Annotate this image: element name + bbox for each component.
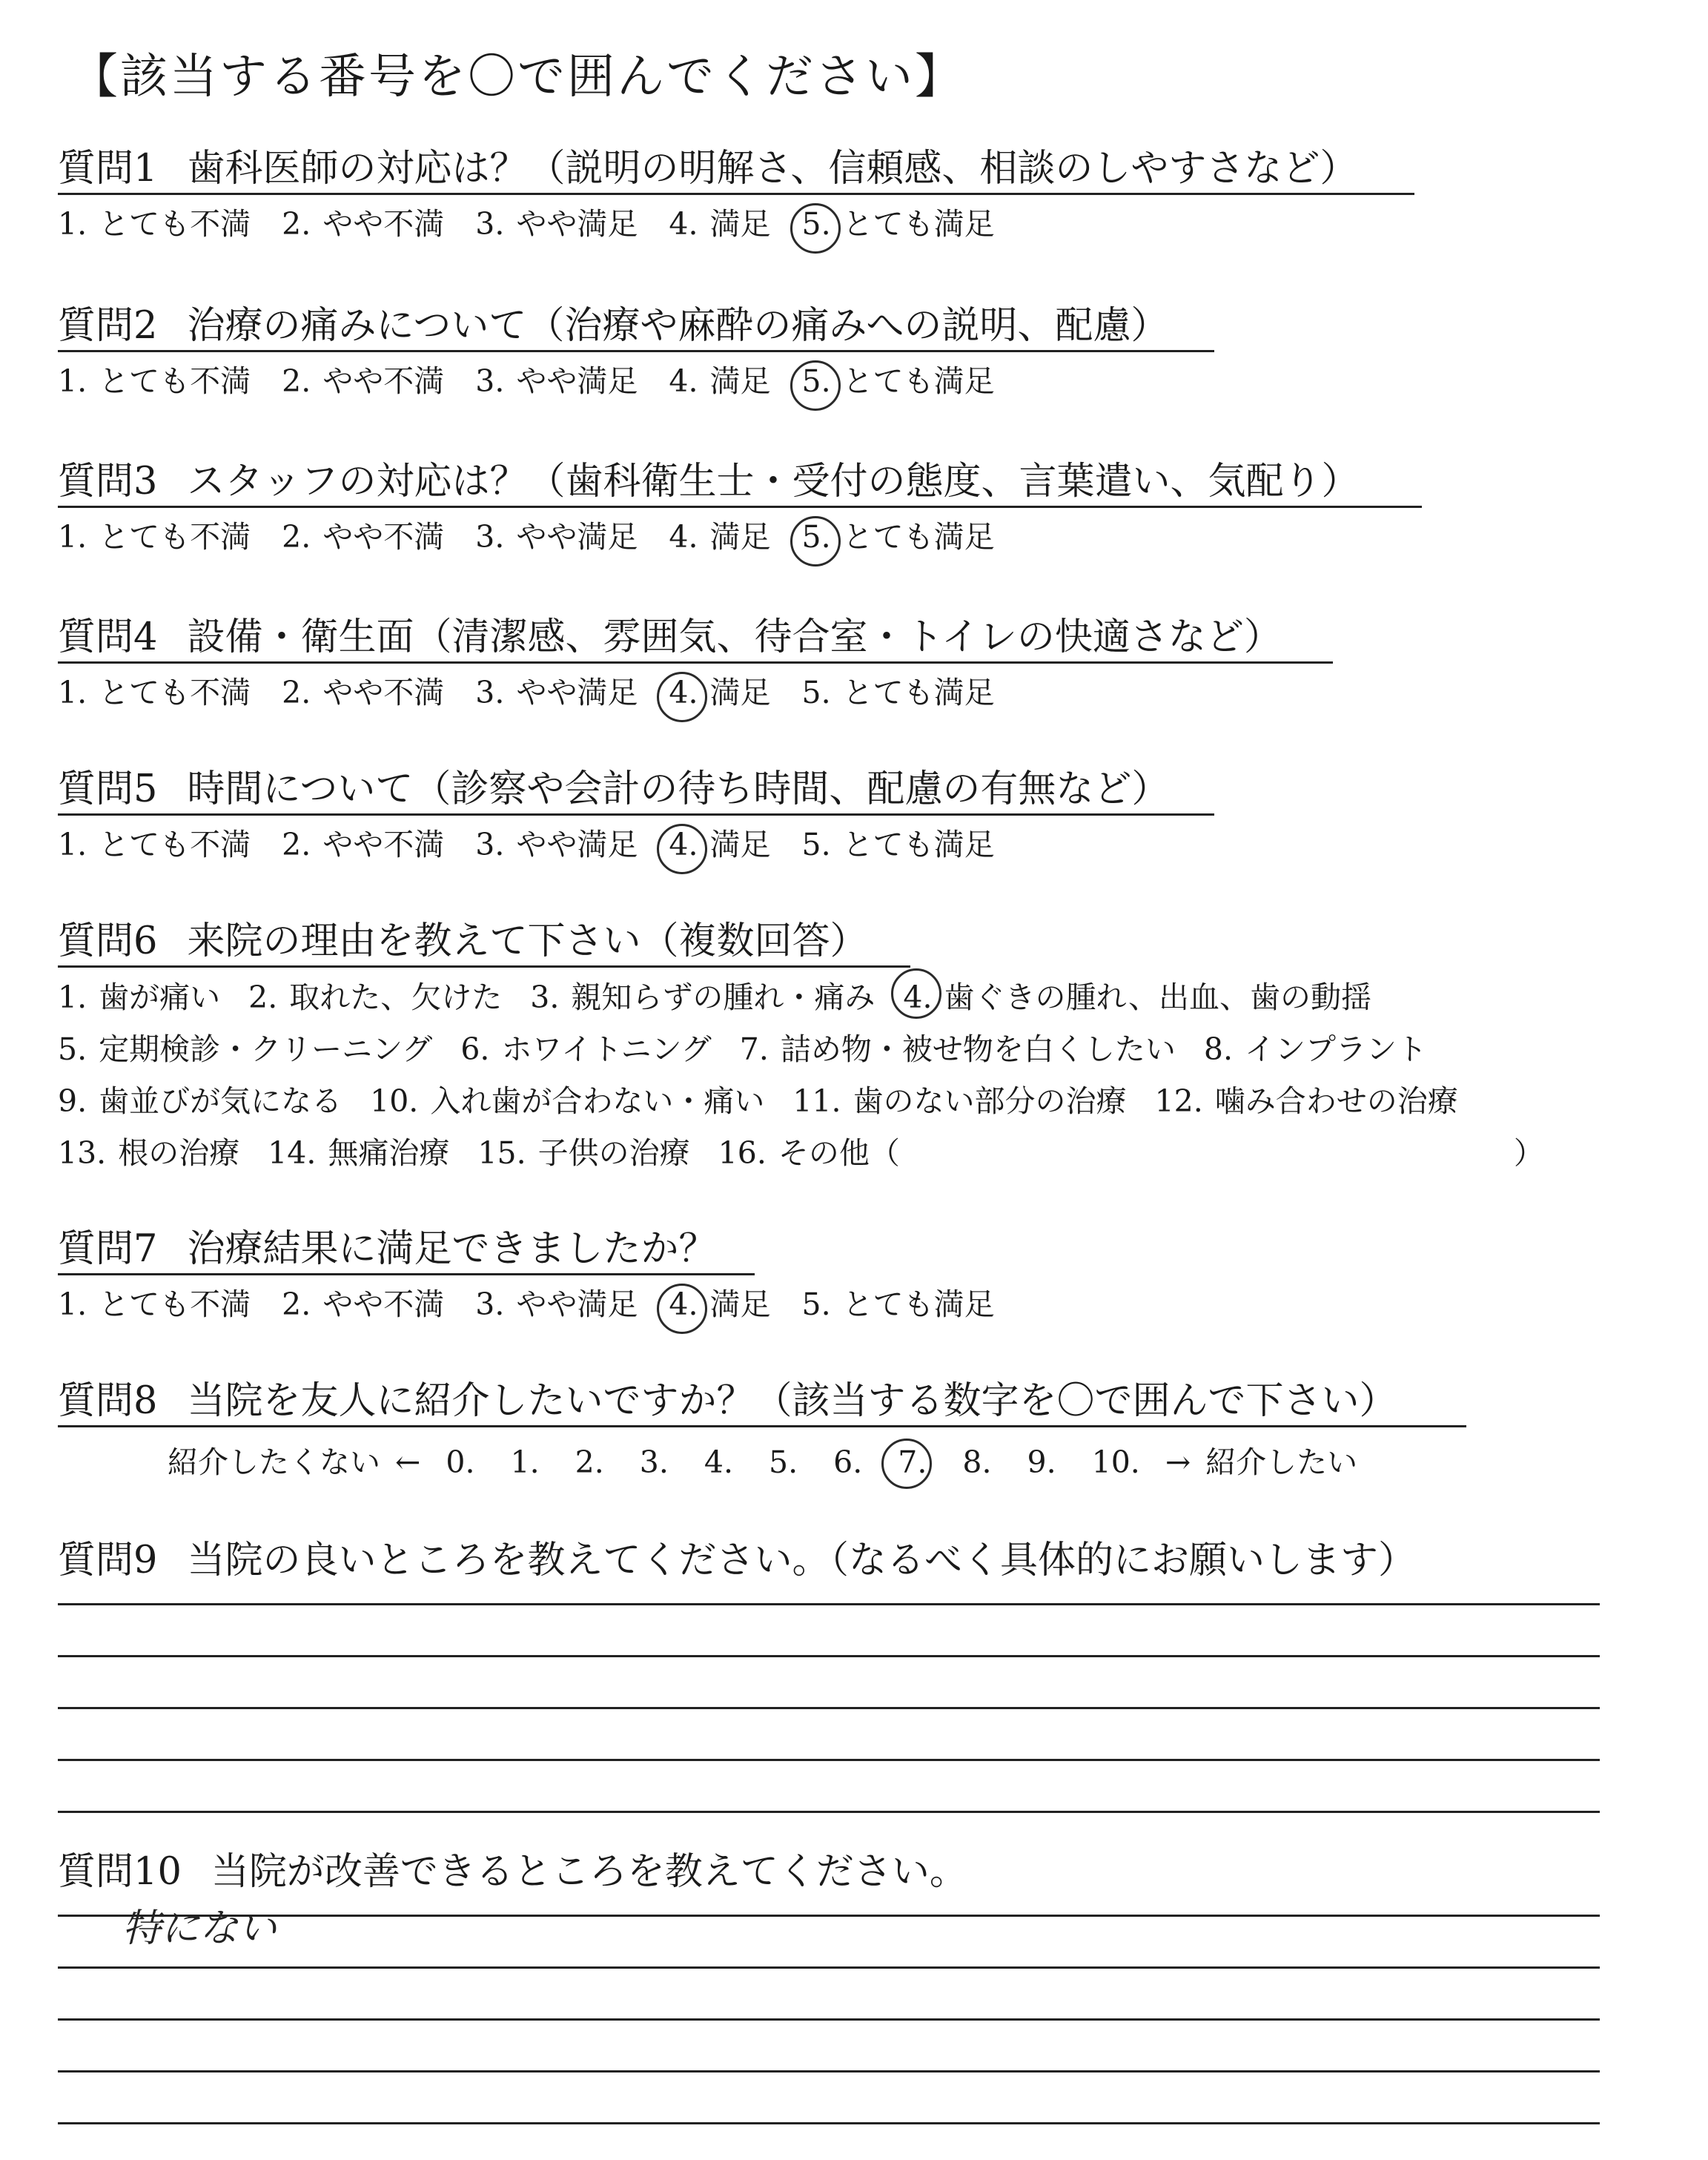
option-number: 12. xyxy=(1154,1083,1203,1119)
answer-line xyxy=(58,1915,1600,1917)
reason-option[interactable] xyxy=(530,971,875,1023)
option-label: とても満足 xyxy=(842,1287,995,1322)
option-label: やや満足 xyxy=(516,363,638,399)
option-label: 定期検診・クリーニング xyxy=(99,1031,433,1067)
option-number: 5. xyxy=(802,519,831,555)
option-label: やや不満 xyxy=(322,206,445,242)
question-text: 歯科医師の対応は？（説明の明解さ、信頼感、相談のしやすさなど） xyxy=(187,147,1358,191)
question-text: 治療の痛みについて（治療や麻酔の痛みへの説明、配慮） xyxy=(187,304,1169,348)
nps-option[interactable]: 10. xyxy=(1091,1444,1140,1480)
selected-circle-mark xyxy=(790,516,841,567)
option-number: 1. xyxy=(58,980,87,1015)
right-arrow-icon: → xyxy=(1165,1444,1191,1480)
nps-option[interactable]: 6. xyxy=(833,1444,863,1480)
rating-option-5[interactable] xyxy=(802,360,995,402)
answer-line xyxy=(58,1966,1600,1969)
option-number: 3. xyxy=(475,206,505,242)
question-underline xyxy=(58,193,1414,195)
option-label: とても満足 xyxy=(842,519,995,555)
option-number: 1. xyxy=(58,363,87,399)
option-number: 1. xyxy=(58,519,87,555)
reason-option[interactable] xyxy=(460,1023,711,1075)
option-label: 入れ歯が合わない・痛い xyxy=(430,1083,765,1119)
rating-options xyxy=(58,672,1026,713)
nps-option[interactable]: 5. xyxy=(768,1444,798,1480)
rating-option-1[interactable] xyxy=(58,516,251,558)
rating-options xyxy=(58,360,1026,402)
nps-option[interactable]: 1. xyxy=(510,1444,540,1480)
option-label: やや満足 xyxy=(516,206,638,242)
reason-row xyxy=(58,1127,1572,1179)
nps-option[interactable]: 2. xyxy=(575,1444,604,1480)
option-number: 4. xyxy=(669,1287,698,1322)
option-number: 14. xyxy=(268,1135,317,1171)
rating-option-5[interactable] xyxy=(802,824,995,865)
option-number: 9. xyxy=(58,1083,87,1119)
option-label: 満足 xyxy=(709,206,771,242)
reason-row xyxy=(58,1075,1572,1127)
option-number: 5. xyxy=(801,827,831,862)
reason-option[interactable] xyxy=(740,1023,1176,1075)
option-number: 3. xyxy=(475,519,505,555)
reason-option[interactable] xyxy=(1155,1075,1458,1127)
reason-option[interactable] xyxy=(58,971,220,1023)
option-label: ） xyxy=(1513,1135,1544,1171)
rating-option-2[interactable] xyxy=(282,203,444,245)
nps-option[interactable]: 0. xyxy=(446,1444,475,1480)
rating-options xyxy=(58,1284,1026,1325)
option-number: 2. xyxy=(282,519,311,555)
question-text: 時間について（診察や会計の待ち時間、配慮の有無など） xyxy=(187,767,1170,811)
selected-circle-mark xyxy=(891,968,941,1019)
question-heading xyxy=(58,767,1169,812)
option-label: やや満足 xyxy=(516,675,638,710)
option-number: 3. xyxy=(530,980,560,1015)
question-number: 質問9 xyxy=(58,1539,158,1582)
option-number: 2. xyxy=(282,827,311,862)
rating-option-5[interactable] xyxy=(802,1284,995,1325)
nps-option[interactable]: 8. xyxy=(962,1444,992,1480)
reason-option[interactable] xyxy=(792,1075,1126,1127)
question-heading xyxy=(58,1539,1416,1583)
question-heading xyxy=(58,460,1359,504)
option-label: とても不満 xyxy=(99,1287,251,1322)
option-number: 13. xyxy=(58,1135,107,1171)
question-underline xyxy=(58,965,910,968)
reason-option[interactable] xyxy=(58,1023,432,1075)
rating-option-5[interactable] xyxy=(802,516,995,558)
reason-option[interactable] xyxy=(1514,1127,1544,1179)
option-label: とても不満 xyxy=(99,519,251,555)
option-number: 5. xyxy=(58,1031,87,1067)
option-number: 8. xyxy=(1203,1031,1233,1067)
rating-option-4[interactable] xyxy=(669,672,770,713)
selected-circle-mark xyxy=(790,203,841,254)
option-number: 3. xyxy=(475,363,505,399)
answer-line xyxy=(58,1707,1600,1709)
option-number: 10. xyxy=(370,1083,419,1119)
option-label: 歯ぐきの腫れ、出血、歯の動揺 xyxy=(944,980,1371,1015)
option-label: 根の治療 xyxy=(118,1135,240,1171)
option-label: 満足 xyxy=(709,675,771,710)
question-number: 質問2 xyxy=(58,304,158,348)
rating-option-5[interactable] xyxy=(802,203,995,245)
question-number: 質問6 xyxy=(58,919,158,963)
option-label: 詰め物・被せ物を白くしたい xyxy=(780,1031,1176,1067)
option-label: 満足 xyxy=(709,363,771,399)
option-label: とても不満 xyxy=(99,363,251,399)
reason-row xyxy=(58,1023,1572,1075)
rating-option-3[interactable] xyxy=(475,1284,638,1325)
reason-option[interactable] xyxy=(903,971,1371,1023)
option-label: 親知らずの腫れ・痛み xyxy=(571,980,875,1015)
question-heading xyxy=(58,147,1357,191)
question-heading xyxy=(58,1850,967,1895)
rating-option-1[interactable] xyxy=(58,1284,251,1325)
option-label: 子供の治療 xyxy=(537,1135,690,1171)
answer-line xyxy=(58,1759,1600,1761)
option-label: 満足 xyxy=(709,519,771,555)
rating-option-5[interactable] xyxy=(802,672,995,713)
option-label: やや不満 xyxy=(322,519,445,555)
option-label: とても満足 xyxy=(842,363,995,399)
option-label: やや満足 xyxy=(516,827,638,862)
option-label: やや不満 xyxy=(322,675,445,710)
question-heading xyxy=(58,1227,716,1272)
rating-option-3[interactable] xyxy=(475,672,638,713)
selected-circle-mark xyxy=(790,360,841,411)
option-label: 満足 xyxy=(709,1287,771,1322)
option-number: 5. xyxy=(802,206,831,242)
question-underline xyxy=(58,1273,755,1275)
option-number: 2. xyxy=(282,206,311,242)
question-heading xyxy=(58,1379,1397,1424)
question-heading xyxy=(58,304,1168,349)
option-label: 歯のない部分の治療 xyxy=(853,1083,1127,1119)
answer-line xyxy=(58,1603,1600,1605)
option-number: 2. xyxy=(282,1287,311,1322)
reason-option[interactable] xyxy=(268,1127,449,1179)
rating-option-4[interactable] xyxy=(669,203,770,245)
selected-circle-mark xyxy=(881,1439,932,1489)
selected-circle-mark xyxy=(657,672,707,722)
option-label: とても満足 xyxy=(842,827,995,862)
option-number: 11. xyxy=(792,1083,841,1119)
option-number: 1. xyxy=(58,827,87,862)
option-label: とても不満 xyxy=(99,827,251,862)
option-label: その他（ xyxy=(778,1135,900,1171)
answer-line xyxy=(58,1811,1600,1813)
option-label: 歯並びが気になる xyxy=(99,1083,342,1119)
rating-option-2[interactable] xyxy=(282,672,444,713)
rating-option-3[interactable] xyxy=(475,203,638,245)
nps-right-label: 紹介したい xyxy=(1205,1444,1358,1480)
reason-option[interactable] xyxy=(370,1075,764,1127)
reason-row xyxy=(58,971,1572,1023)
nps-option[interactable]: 3. xyxy=(639,1444,669,1480)
option-number: 1. xyxy=(58,1287,87,1322)
nps-left-label: 紹介したくない xyxy=(168,1444,380,1480)
option-number: 2. xyxy=(248,980,278,1015)
option-number: 2. xyxy=(282,363,311,399)
option-number: 5. xyxy=(802,363,831,399)
option-number: 4. xyxy=(903,980,932,1015)
option-number: 4. xyxy=(669,206,698,242)
rating-options xyxy=(58,516,1026,558)
rating-option-2[interactable] xyxy=(282,360,444,402)
rating-option-2[interactable] xyxy=(282,1284,444,1325)
rating-options xyxy=(58,824,1026,865)
question-underline xyxy=(58,506,1422,508)
option-number: 3. xyxy=(475,675,505,710)
question-number: 質問10 xyxy=(58,1850,182,1894)
option-label: やや不満 xyxy=(322,827,445,862)
rating-option-1[interactable] xyxy=(58,824,251,865)
option-number: 4. xyxy=(669,519,698,555)
option-label: やや不満 xyxy=(322,1287,445,1322)
nps-option[interactable]: 4. xyxy=(704,1444,733,1480)
question-underline xyxy=(58,813,1214,816)
question-text: 当院を友人に紹介したいですか？（該当する数字を〇で囲んで下さい） xyxy=(187,1379,1397,1423)
option-label: とても満足 xyxy=(842,206,995,242)
question-number: 質問8 xyxy=(58,1379,158,1423)
answer-line xyxy=(58,1655,1600,1657)
selected-circle-mark xyxy=(657,1284,707,1334)
option-label: 取れた、欠けた xyxy=(289,980,503,1015)
reason-option[interactable] xyxy=(248,971,502,1023)
question-underline xyxy=(58,350,1214,352)
option-number: 3. xyxy=(475,827,505,862)
rating-option-3[interactable] xyxy=(475,516,638,558)
option-number: 15. xyxy=(477,1135,526,1171)
option-label: ホワイトニング xyxy=(501,1031,712,1067)
rating-option-2[interactable] xyxy=(282,824,444,865)
rating-option-4[interactable] xyxy=(669,824,770,865)
option-label: とても不満 xyxy=(99,206,251,242)
rating-option-4[interactable] xyxy=(669,1284,770,1325)
option-number: 4. xyxy=(669,827,698,862)
option-label: 無痛治療 xyxy=(328,1135,450,1171)
question-heading xyxy=(58,615,1282,660)
option-number: 16. xyxy=(718,1135,767,1171)
question-underline xyxy=(58,661,1333,664)
option-number: 5. xyxy=(801,675,831,710)
question-text: 設備・衛生面（清潔感、雰囲気、待合室・トイレの快適さなど） xyxy=(187,615,1282,659)
question-number: 質問5 xyxy=(58,767,158,811)
question-number: 質問3 xyxy=(58,460,158,503)
question-number: 質問4 xyxy=(58,615,158,659)
option-label: インプラント xyxy=(1245,1031,1427,1067)
reason-option[interactable] xyxy=(58,1075,342,1127)
question-text: 治療結果に満足できましたか？ xyxy=(187,1227,717,1271)
rating-option-1[interactable] xyxy=(58,360,251,402)
rating-option-3[interactable] xyxy=(475,360,638,402)
option-number: 4. xyxy=(669,675,698,710)
question-number: 質問7 xyxy=(58,1227,158,1271)
reason-options xyxy=(58,971,1572,1179)
selected-circle-mark xyxy=(657,824,707,874)
option-label: とても満足 xyxy=(842,675,995,710)
reason-option[interactable] xyxy=(477,1127,689,1179)
rating-options xyxy=(58,203,1026,245)
answer-line xyxy=(58,2122,1600,2124)
question-number: 質問1 xyxy=(58,147,158,191)
question-text: 当院が改善できるところを教えてください。 xyxy=(211,1850,967,1894)
rating-option-3[interactable] xyxy=(475,824,638,865)
page-title: 【該当する番号を〇で囲んでください】 xyxy=(70,50,964,105)
option-label: とても不満 xyxy=(99,675,251,710)
option-number: 3. xyxy=(475,1287,505,1322)
handwritten-answer: 特にない xyxy=(122,1906,277,1951)
option-number: 1. xyxy=(58,675,87,710)
option-number: 5. xyxy=(801,1287,831,1322)
option-number: 7. xyxy=(739,1031,769,1067)
option-number: 4. xyxy=(669,363,698,399)
option-number: 2. xyxy=(282,675,311,710)
reason-option[interactable] xyxy=(718,1127,1486,1179)
reason-option[interactable] xyxy=(58,1127,239,1179)
left-arrow-icon: ← xyxy=(395,1444,421,1480)
rating-option-4[interactable] xyxy=(669,516,770,558)
rating-option-1[interactable] xyxy=(58,672,251,713)
answer-line xyxy=(58,2070,1600,2073)
option-label: 歯が痛い xyxy=(99,980,221,1015)
rating-option-4[interactable] xyxy=(669,360,770,402)
option-label: やや満足 xyxy=(516,519,638,555)
rating-option-2[interactable] xyxy=(282,516,444,558)
question-underline xyxy=(58,1425,1466,1427)
option-label: やや不満 xyxy=(322,363,445,399)
rating-option-1[interactable] xyxy=(58,203,251,245)
question-text: 当院の良いところを教えてください。（なるべく具体的にお願いします） xyxy=(187,1539,1416,1582)
answer-line xyxy=(58,2018,1600,2021)
reason-option[interactable] xyxy=(1204,1023,1427,1075)
question-heading xyxy=(58,919,867,964)
question-text: 来院の理由を教えて下さい（複数回答） xyxy=(187,919,868,963)
option-label: やや満足 xyxy=(516,1287,638,1322)
option-label: 満足 xyxy=(709,827,771,862)
nps-option[interactable]: 7. xyxy=(898,1441,927,1483)
nps-option[interactable]: 9. xyxy=(1027,1444,1056,1480)
option-label: 噛み合わせの治療 xyxy=(1214,1083,1458,1119)
option-number: 1. xyxy=(58,206,87,242)
option-number: 6. xyxy=(460,1031,490,1067)
question-text: スタッフの対応は？（歯科衛生士・受付の態度、言葉遣い、気配り） xyxy=(187,460,1360,503)
nps-scale xyxy=(160,1441,1365,1483)
